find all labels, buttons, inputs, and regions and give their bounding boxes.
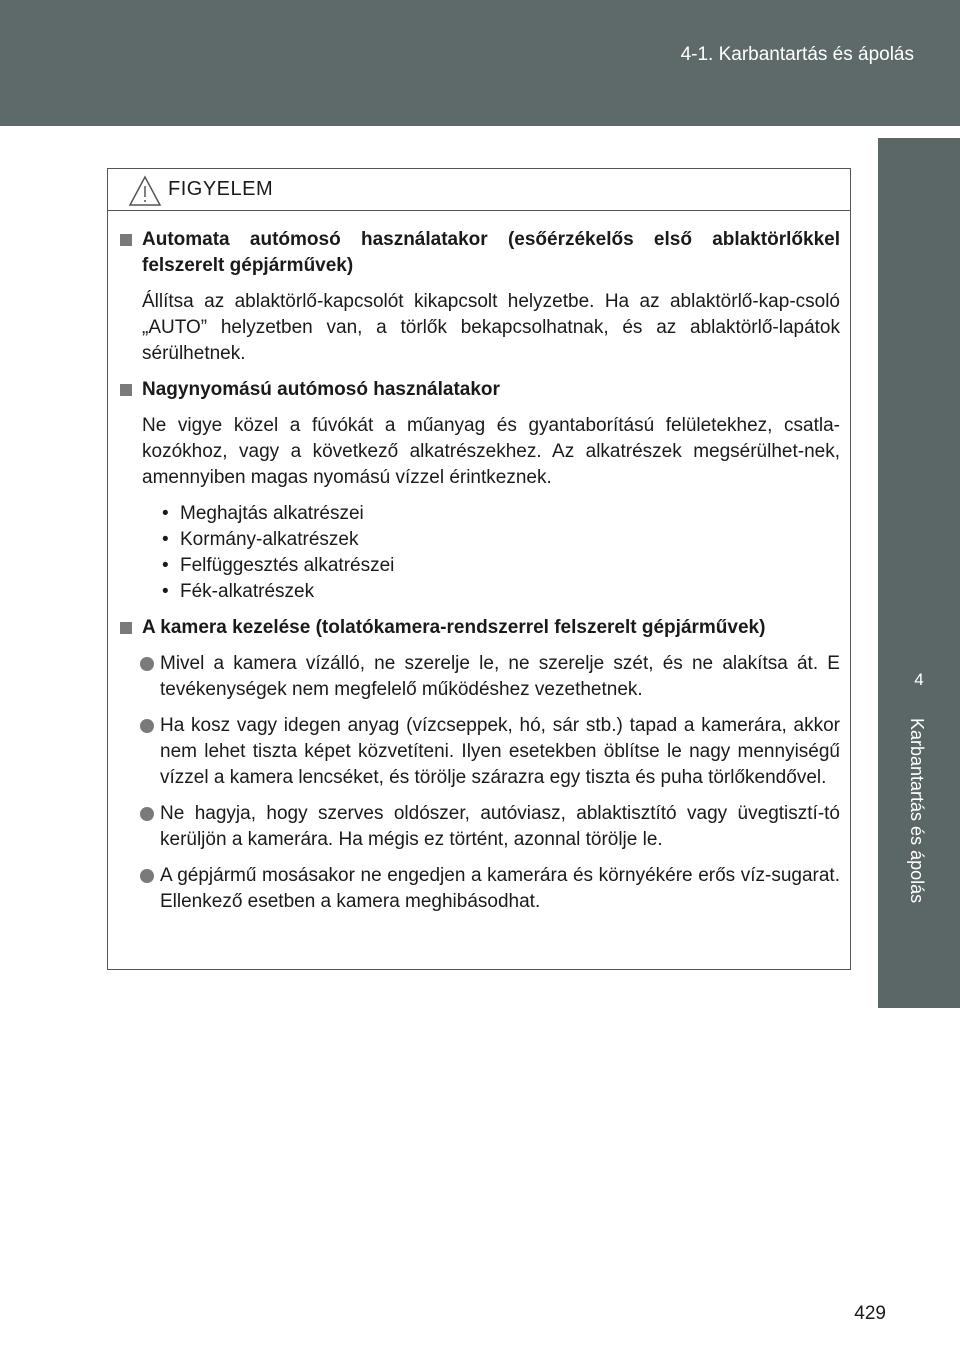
chapter-label: Karbantartás és ápolás — [907, 718, 927, 904]
square-bullet-icon — [120, 234, 132, 246]
square-bullet-icon — [120, 384, 132, 396]
circle-bullet-icon — [140, 657, 154, 671]
section-paragraph: Állítsa az ablaktörlő-kapcsolót kikapcsolt helyzetbe. Ha az ablaktörlő-kap-csoló „AUTO” helyzetben van, a törlők bekapcsolhatnak, és az ablaktörlő-lapátok sérülhetnek. — [142, 291, 840, 364]
item-text: A gépjármű mosásakor ne engedjen a kamerára és környékére erős víz-sugarat. Ellenkező esetben a kamera meghibásodhat. — [160, 865, 840, 912]
item-text: Ha kosz vagy idegen anyag (vízcseppek, hó, sár stb.) tapad a kamerára, akkor nem lehet tiszta képet közvetíteni. Ilyen esetekben öblítse le nagy mennyiségű vízzel a kamera lencséket, és törölje szárazra egy tiszta és puha törlőkendővel. — [160, 715, 840, 788]
parts-list — [118, 501, 840, 605]
list-item: • Meghajtás alkatrészei — [162, 501, 840, 527]
circle-bullet-icon — [140, 807, 154, 821]
section-title-text: Automata autómosó használatakor (esőérzékelős első ablaktörlőkkel felszerelt gépjárművek) — [142, 229, 840, 276]
square-bullet-icon — [120, 622, 132, 634]
warning-title: FIGYELEM — [168, 178, 274, 200]
circle-bullet-icon — [140, 869, 154, 883]
list-item — [118, 651, 840, 703]
warning-box-header — [108, 169, 850, 211]
list-item: • Kormány-alkatrészek — [162, 527, 840, 553]
list-item — [118, 863, 840, 915]
section-heading — [118, 615, 840, 641]
item-text: Mivel a kamera vízálló, ne szerelje le, ne szerelje szét, és ne alakítsa át. E tevékenységek nem megfelelő működéshez vezethetnek. — [160, 653, 840, 700]
warning-box — [107, 168, 851, 970]
section-paragraph: Ne vigye közel a fúvókát a műanyag és gyantaborítású felületekhez, csatla-kozókhoz, vagy a következő alkatrészekhez. Az alkatrészek megsérülhet-nek, amennyiben magas nyomású vízzel érintkeznek. — [142, 415, 840, 488]
list-item: • Fék-alkatrészek — [162, 579, 840, 605]
list-item: • Felfüggesztés alkatrészei — [162, 553, 840, 579]
list-item — [118, 801, 840, 853]
chapter-number: 4 — [914, 670, 924, 689]
list-item — [118, 713, 840, 791]
item-text: Ne hagyja, hogy szerves oldószer, autóviasz, ablaktisztító vagy üvegtisztí-tó kerüljön a kamerára. Ha mégis ez történt, azonnal törölje le. — [160, 803, 840, 850]
page-header — [0, 0, 960, 126]
section-title-text: Nagynyomású autómosó használatakor — [142, 379, 500, 400]
section-title-text: A kamera kezelése (tolatókamera-rendszerrel felszerelt gépjárművek) — [142, 617, 766, 638]
section-heading — [118, 377, 840, 403]
section-title: 4-1. Karbantartás és ápolás — [680, 44, 914, 65]
page-number: 429 — [854, 1303, 886, 1324]
warning-triangle-icon — [128, 175, 162, 207]
circle-bullet-icon — [140, 719, 154, 733]
warning-content — [108, 211, 850, 915]
section-heading — [118, 227, 840, 279]
